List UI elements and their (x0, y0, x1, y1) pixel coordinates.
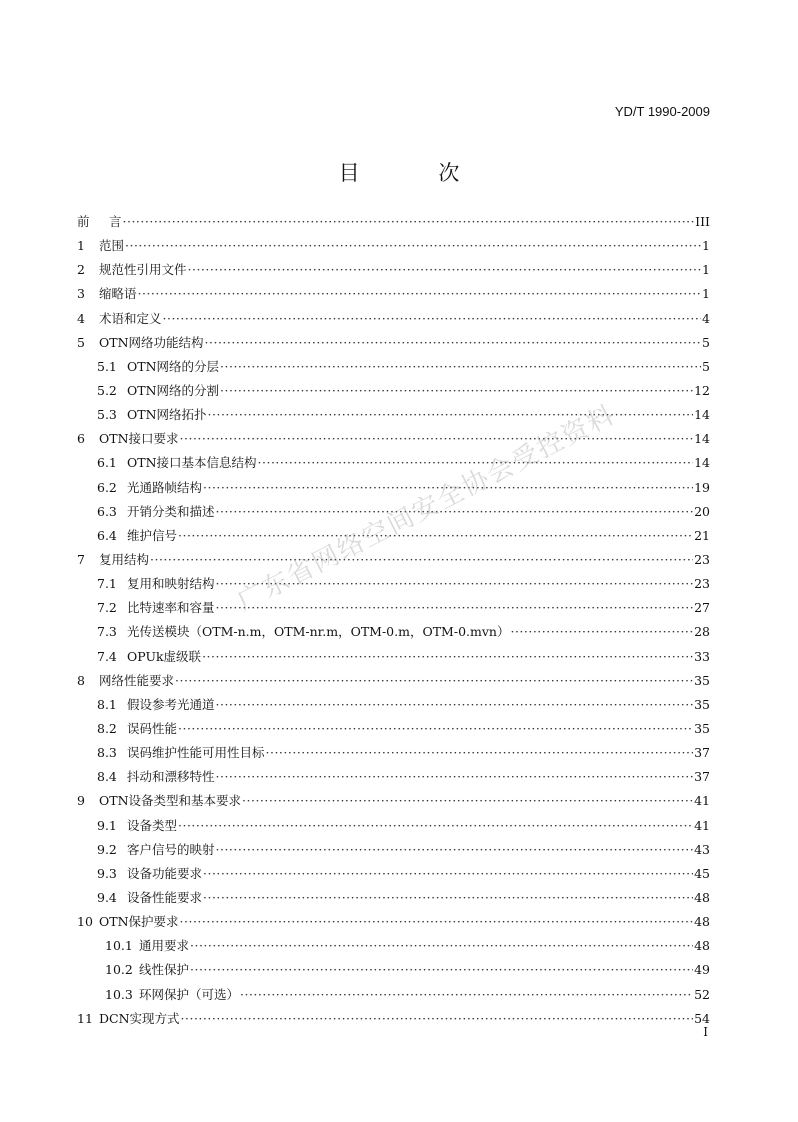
toc-entry-page: 14 (694, 407, 710, 423)
toc-entry[interactable] (77, 258, 710, 282)
toc-leader-dots (203, 476, 693, 500)
toc-entry[interactable] (77, 500, 710, 524)
toc-entry[interactable] (77, 958, 710, 982)
toc-entry-number: 7.2 (97, 600, 117, 616)
toc-entry-page: 1 (702, 238, 710, 254)
toc-entry[interactable] (77, 476, 710, 500)
toc-entry[interactable] (77, 983, 710, 1007)
toc-entry-label: 缩略语 (99, 286, 137, 302)
toc-entry-number: 9.4 (97, 889, 117, 905)
toc-entry[interactable] (77, 669, 710, 693)
toc-entry[interactable] (77, 524, 710, 548)
toc-leader-dots (203, 862, 693, 886)
toc-leader-dots (138, 282, 702, 306)
toc-entry-label: 环网保护（可选） (139, 986, 240, 1002)
toc-entry-number: 3 (77, 286, 85, 302)
toc-entry-label: 规范性引用文件 (99, 262, 187, 278)
toc-entry-number: 10.1 (105, 938, 133, 954)
toc-entry-label: 设备性能要求 (127, 889, 203, 905)
toc-entry-page: 23 (694, 576, 710, 592)
toc-entry[interactable] (77, 645, 710, 669)
toc-entry-page: 19 (694, 479, 710, 495)
toc-entry-label: OTN网络的分层 (127, 358, 220, 374)
toc-entry-number: 5.1 (97, 358, 117, 374)
toc-entry[interactable] (77, 693, 710, 717)
toc-entry-label: 设备类型 (127, 817, 178, 833)
toc-leader-dots (205, 331, 702, 355)
toc-entry-label: 客户信号的映射 (127, 841, 215, 857)
toc-leader-dots (178, 524, 693, 548)
toc-entry-label: 比特速率和容量 (127, 600, 215, 616)
toc-entry-page: 28 (694, 624, 710, 640)
toc-entry-number: 6 (77, 431, 85, 447)
toc-entry-number: 4 (77, 310, 85, 326)
toc-entry-number: 5.2 (97, 382, 117, 398)
toc-entry[interactable] (77, 427, 710, 451)
toc-entry-number: 9.3 (97, 865, 117, 881)
toc-entry-page: 43 (694, 841, 710, 857)
toc-entry-page: 1 (702, 286, 710, 302)
toc-entry-number: 7.4 (97, 648, 117, 664)
toc-entry-label: 术语和定义 (99, 310, 162, 326)
toc-leader-dots (188, 258, 702, 282)
toc-leader-dots (242, 789, 693, 813)
toc-entry[interactable] (77, 862, 710, 886)
toc-entry-page: 35 (694, 696, 710, 712)
toc-entry-number: 6.2 (97, 479, 117, 495)
toc-entry-number: 6.4 (97, 527, 117, 543)
toc-entry-page: 23 (694, 551, 710, 567)
toc-entry-number: 前 (77, 214, 90, 229)
toc-leader-dots (208, 403, 694, 427)
standard-code: YD/T 1990-2009 (614, 104, 710, 119)
toc-entry-number: 8.3 (97, 745, 117, 761)
toc-entry-page: 20 (694, 503, 710, 519)
toc-entry[interactable] (77, 765, 710, 789)
toc-entry-page: 48 (694, 914, 710, 930)
toc-entry-number: 10.3 (105, 986, 133, 1002)
toc-entry-page: 54 (694, 1010, 710, 1026)
toc-entry-label: 通用要求 (139, 938, 190, 954)
toc-entry[interactable] (77, 741, 710, 765)
toc-leader-dots (150, 548, 693, 572)
toc-entry[interactable] (77, 234, 710, 258)
toc-entry-page: 48 (694, 938, 710, 954)
toc-entry[interactable] (77, 282, 710, 306)
toc-entry[interactable] (77, 1007, 710, 1031)
toc-entry[interactable] (77, 307, 710, 331)
toc-entry[interactable] (77, 548, 710, 572)
toc-entry-label: 设备功能要求 (127, 865, 203, 881)
toc-entry-label: 开销分类和描述 (127, 503, 215, 519)
toc-leader-dots (190, 934, 693, 958)
toc-entry-page: 45 (694, 865, 710, 881)
toc-entry[interactable] (77, 331, 710, 355)
toc-entry-number: 9.1 (97, 817, 117, 833)
toc-entry-label: OTN设备类型和基本要求 (99, 793, 242, 809)
toc-leader-dots (258, 451, 694, 475)
toc-entry-page: 27 (694, 600, 710, 616)
toc-entry[interactable] (77, 451, 710, 475)
watermark: 广东省网络空间安全协会受控资料 (232, 399, 621, 618)
toc-leader-dots (190, 958, 693, 982)
toc-entry-label: 范围 (99, 238, 125, 254)
toc-entry-number: 1 (77, 238, 85, 254)
toc-leader-dots (202, 645, 693, 669)
toc-leader-dots (510, 620, 693, 644)
toc-entry-page: 21 (694, 527, 710, 543)
toc-entry-label: 言 (109, 214, 122, 229)
toc-leader-dots (178, 814, 693, 838)
toc-entry-label: 假设参考光通道 (127, 696, 215, 712)
toc-entry[interactable] (77, 572, 710, 596)
toc-entry[interactable] (77, 910, 710, 934)
toc-entry-number: 7.3 (97, 624, 117, 640)
toc-entry-label: 复用和映射结构 (127, 576, 215, 592)
table-of-contents (77, 210, 710, 1031)
toc-entry-number: 7.1 (97, 576, 117, 592)
toc-entry-page: 52 (694, 986, 710, 1002)
toc-entry-number: 9.2 (97, 841, 117, 857)
toc-entry-page: 4 (702, 310, 710, 326)
toc-entry-label: 光通路帧结构 (127, 479, 203, 495)
toc-leader-dots (203, 886, 693, 910)
toc-entry-page: 49 (694, 962, 710, 978)
toc-leader-dots (181, 1007, 694, 1031)
toc-entry[interactable] (77, 403, 710, 427)
toc-entry[interactable] (77, 620, 710, 644)
toc-leader-dots (125, 234, 701, 258)
toc-entry-page: 14 (694, 431, 710, 447)
toc-entry[interactable] (77, 210, 710, 234)
toc-leader-dots (175, 669, 693, 693)
toc-entry[interactable] (77, 814, 710, 838)
toc-entry[interactable] (77, 717, 710, 741)
toc-entry-label: 抖动和漂移特性 (127, 769, 215, 785)
toc-entry-label: 线性保护 (139, 962, 190, 978)
toc-leader-dots (216, 838, 694, 862)
toc-entry-number: 5 (77, 334, 85, 350)
toc-entry-page: 41 (694, 793, 710, 809)
toc-entry-number: 9 (77, 793, 85, 809)
toc-entry-label: OTN保护要求 (99, 914, 179, 930)
toc-entry[interactable] (77, 596, 710, 620)
toc-entry-label: 网络性能要求 (99, 672, 175, 688)
page-number: I (703, 1025, 708, 1039)
toc-entry-page: III (695, 214, 710, 229)
toc-entry-page: 12 (694, 382, 710, 398)
toc-entry[interactable] (77, 379, 710, 403)
toc-entry-number: 8.2 (97, 720, 117, 736)
toc-leader-dots (216, 596, 694, 620)
toc-leader-dots (220, 379, 693, 403)
toc-leader-dots (180, 910, 694, 934)
toc-entry[interactable] (77, 355, 710, 379)
toc-leader-dots (163, 307, 702, 331)
toc-entry-page: 35 (694, 720, 710, 736)
toc-leader-dots (123, 210, 695, 234)
toc-entry-number: 8.1 (97, 696, 117, 712)
toc-entry-label: OPUk虚级联 (127, 648, 202, 664)
toc-entry-label: OTN接口基本信息结构 (127, 455, 257, 471)
toc-entry[interactable] (77, 886, 710, 910)
toc-entry[interactable] (77, 838, 710, 862)
toc-entry-number: 6.1 (97, 455, 117, 471)
toc-entry-number: 7 (77, 551, 85, 567)
toc-entry-number: 8 (77, 672, 85, 688)
toc-entry-number: 10.2 (105, 962, 133, 978)
toc-leader-dots (216, 765, 694, 789)
toc-entry-label: 维护信号 (127, 527, 178, 543)
toc-entry-page: 1 (702, 262, 710, 278)
toc-entry-number: 5.3 (97, 407, 117, 423)
toc-entry-page: 48 (694, 889, 710, 905)
toc-entry-label: 光传送模块（OTM-n.m，OTM-nr.m，OTM-0.m，OTM-0.mvn） (127, 624, 510, 640)
toc-leader-dots (180, 427, 694, 451)
toc-entry-label: 误码性能 (127, 720, 178, 736)
toc-entry-page: 33 (694, 648, 710, 664)
toc-leader-dots (240, 983, 693, 1007)
toc-entry-number: 8.4 (97, 769, 117, 785)
page-title: 目 次 (338, 161, 496, 185)
toc-entry-number: 11 (77, 1010, 93, 1026)
toc-leader-dots (216, 693, 694, 717)
toc-entry-number: 2 (77, 262, 85, 278)
toc-entry[interactable] (77, 789, 710, 813)
toc-entry-page: 5 (702, 334, 710, 350)
toc-entry-label: OTN网络功能结构 (99, 334, 204, 350)
toc-entry-label: OTN接口要求 (99, 431, 179, 447)
toc-entry-number: 10 (77, 914, 93, 930)
toc-leader-dots (220, 355, 701, 379)
toc-entry-label: 误码维护性能可用性目标 (127, 745, 265, 761)
toc-leader-dots (266, 741, 694, 765)
toc-leader-dots (216, 572, 694, 596)
toc-leader-dots (216, 500, 694, 524)
toc-entry-page: 14 (694, 455, 710, 471)
toc-entry-page: 41 (694, 817, 710, 833)
toc-entry-page: 37 (694, 769, 710, 785)
toc-entry-label: OTN网络拓扑 (127, 407, 207, 423)
toc-leader-dots (178, 717, 693, 741)
toc-entry-number: 6.3 (97, 503, 117, 519)
toc-entry-page: 5 (702, 358, 710, 374)
toc-entry[interactable] (77, 934, 710, 958)
toc-entry-label: 复用结构 (99, 551, 150, 567)
toc-entry-label: DCN实现方式 (99, 1010, 180, 1026)
toc-entry-page: 35 (694, 672, 710, 688)
toc-entry-label: OTN网络的分割 (127, 382, 220, 398)
toc-entry-page: 37 (694, 745, 710, 761)
